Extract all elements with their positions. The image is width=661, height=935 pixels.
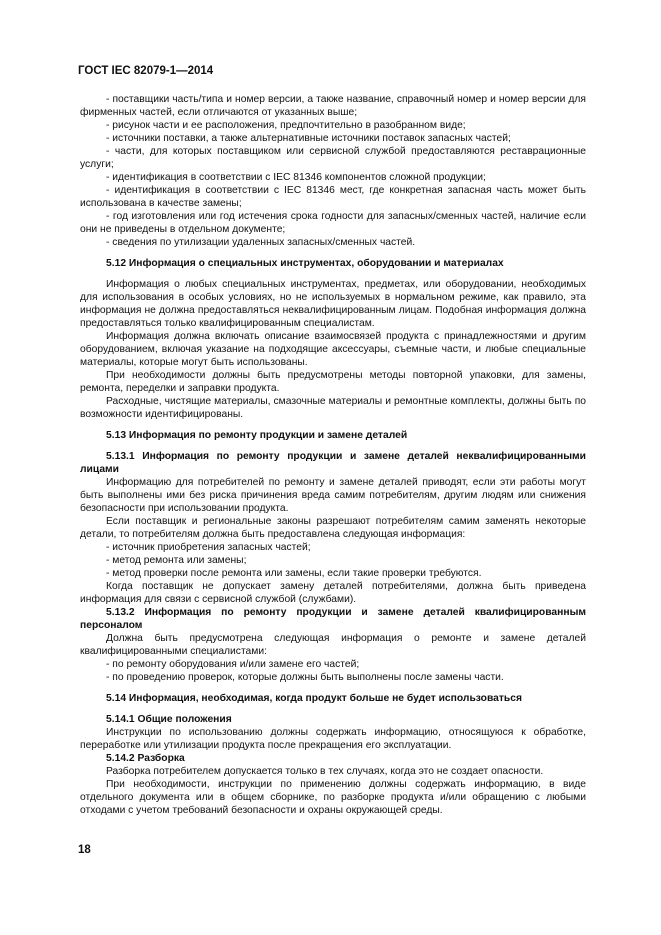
paragraph: Когда поставщик не допускает замену деталей потребителями, должна быть приведена информация для связи с сервисной службой (службами). — [80, 581, 586, 605]
document-header: ГОСТ IEC 82079-1—2014 — [78, 65, 214, 77]
list-item: - по ремонту оборудования и/или замене его частей; — [106, 659, 360, 670]
page-number: 18 — [78, 844, 91, 856]
paragraph: Информацию для потребителей по ремонту и замене деталей приводят, если эти работы могут быть выполнены ими без риска причинения вреда самим потребителям, другим людям или снижения безопасности при использовании продукта. — [80, 477, 586, 514]
list-item: - источник приобретения запасных частей; — [106, 542, 311, 553]
list-item: - сведения по утилизации удаленных запасных/сменных частей. — [106, 237, 416, 248]
list-item: - метод ремонта или замены; — [106, 555, 247, 566]
subsection-heading-5-13-2: 5.13.2 Информация по ремонту продукции и замене деталей квалифицированным персоналом — [80, 607, 586, 631]
document-body — [80, 93, 586, 817]
section-heading-5-12: 5.12 Информация о специальных инструментах, оборудовании и материалах — [106, 258, 504, 269]
section-heading-5-14: 5.14 Информация, необходимая, когда продукт больше не будет использоваться — [106, 693, 522, 704]
list-item: - поставщики часть/типа и номер версии, а также название, справочный номер и номер версии для фирменных частей, если отличаются от указанных выше; — [80, 94, 586, 118]
paragraph: Инструкции по использованию должны содержать информацию, относящуюся к обработке, переработке или утилизации продукта после прекращения его эксплуатации. — [80, 727, 586, 751]
list-item: - части, для которых поставщиком или сервисной службой предоставляются реставрационные услуги; — [80, 146, 586, 170]
list-item: - по проведению проверок, которые должны быть выполнены после замены части. — [106, 672, 504, 683]
paragraph: Должна быть предусмотрена следующая информация о ремонте и замене деталей квалифицированными специалистами: — [80, 633, 586, 657]
paragraph: Информация должна включать описание взаимосвязей продукта с принадлежностями и другим оборудованием, включая указание на подходящие аксессуары, съемные части, и любые специальные материалы, которые могут быть использованы. — [80, 331, 586, 368]
paragraph: Разборка потребителем допускается только в тех случаях, когда это не создает опасности. — [106, 766, 544, 777]
list-item: - идентификация в соответствии с IEC 81346 мест, где конкретная запасная часть может быть использована в качестве замены; — [80, 185, 586, 209]
list-item: - источники поставки, а также альтернативные источники поставок запасных частей; — [106, 133, 511, 144]
subsection-heading-5-14-1: 5.14.1 Общие положения — [106, 714, 232, 725]
list-item: - год изготовления или год истечения срока годности для запасных/сменных частей, наличие если они не приведены в отдельном документе; — [80, 211, 586, 235]
subsection-heading-5-13-1: 5.13.1 Информация по ремонту продукции и замене деталей неквалифицированными лицами — [80, 451, 586, 475]
paragraph: Расходные, чистящие материалы, смазочные материалы и ремонтные комплекты, должны быть по возможности идентифицированы. — [80, 396, 586, 420]
subsection-heading-5-14-2: 5.14.2 Разборка — [106, 753, 185, 764]
list-item: - идентификация в соответствии с IEC 81346 компонентов сложной продукции; — [106, 172, 486, 183]
paragraph: При необходимости, инструкции по применению должны содержать информацию, в виде отдельного документа или в общем сборнике, по разборке продукта и/или обращению с любыми отходами с учетом требований безопасности и охраны окружающей среды. — [80, 779, 586, 816]
list-item: - метод проверки после ремонта или замены, если такие проверки требуются. — [106, 568, 482, 579]
list-item: - рисунок части и ее расположения, предпочтительно в разобранном виде; — [106, 120, 466, 131]
section-heading-5-13: 5.13 Информация по ремонту продукции и замене деталей — [106, 430, 408, 441]
paragraph: Если поставщик и региональные законы разрешают потребителям самим заменять некоторые детали, то потребителям должна быть предоставлена следующая информация: — [80, 516, 586, 540]
paragraph: Информация о любых специальных инструментах, предметах, или оборудовании, необходимых для использования в особых условиях, но не используемых в нормальном режиме, как правило, эта информация не должна предоставляться неквалифицированным лицам. Подобная информация должна предоставляться только квалифицированным специалистам. — [80, 279, 586, 329]
paragraph: При необходимости должны быть предусмотрены методы повторной упаковки, для замены, ремонта, переделки и заправки продукта. — [80, 370, 586, 394]
